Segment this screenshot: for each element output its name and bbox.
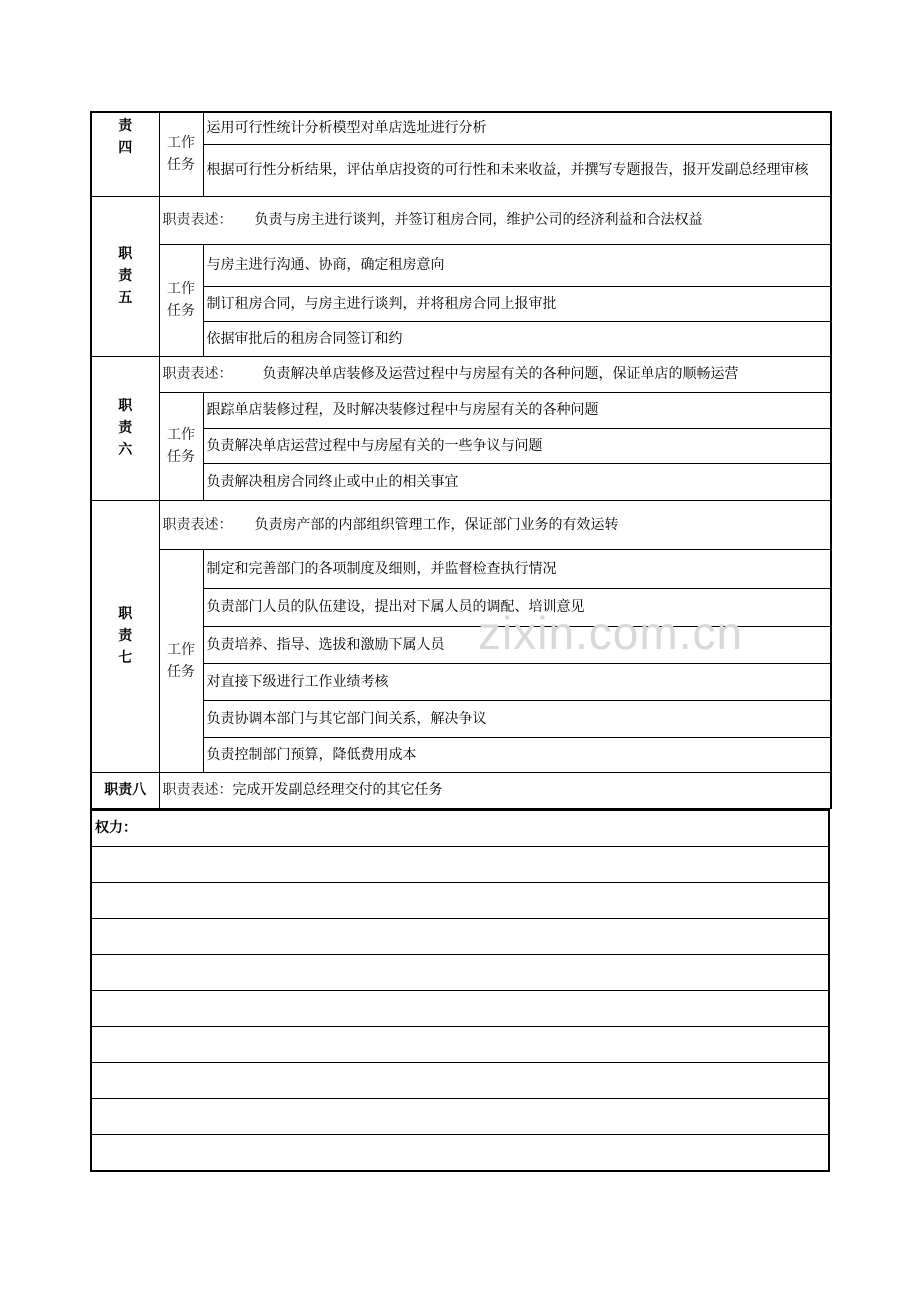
power-title: 权力： <box>91 810 829 847</box>
duty5-task-2: 制订租房合同，与房主进行谈判，并将租房合同上报审批 <box>203 286 831 321</box>
job-description-document <box>90 111 830 1172</box>
duty5-task-1: 与房主进行沟通、协商，确定租房意向 <box>203 244 831 286</box>
duty7-task-6: 负责控制部门预算，降低费用成本 <box>203 737 831 772</box>
power-row <box>91 1062 829 1098</box>
duty7-task-1: 制定和完善部门的各项制度及细则，并监督检查执行情况 <box>203 549 831 588</box>
duty6-task-label: 工作 任务 <box>159 392 203 500</box>
power-row <box>91 918 829 954</box>
duty5-label: 职 责 五 <box>91 196 159 356</box>
power-row <box>91 954 829 990</box>
duty6-task-2: 负责解决单店运营过程中与房屋有关的一些争议与问题 <box>203 428 831 463</box>
duty7-task-4: 对直接下级进行工作业绩考核 <box>203 663 831 700</box>
power-table <box>90 809 830 1172</box>
power-row <box>91 1134 829 1171</box>
duty7-label: 职 责 七 <box>91 500 159 772</box>
duty6-desc-label: 职责表述： <box>162 366 233 382</box>
duty6-desc-text: 负责解决单店装修及运营过程中与房屋有关的各种问题，保证单店的顺畅运营 <box>262 366 739 382</box>
power-row <box>91 846 829 882</box>
power-row <box>91 1026 829 1062</box>
duty6-task-1: 跟踪单店装修过程，及时解决装修过程中与房屋有关的各种问题 <box>203 392 831 428</box>
duty7-task-label: 工作 任务 <box>159 549 203 772</box>
duty7-description <box>159 500 831 549</box>
duty7-desc-text: 负责房产部的内部组织管理工作，保证部门业务的有效运转 <box>254 516 619 533</box>
duty6-task-3: 负责解决租房合同终止或中止的相关事宜 <box>203 463 831 500</box>
duty5-task-label: 工作 任务 <box>159 244 203 356</box>
duty4-task-label: 工作 任务 <box>159 112 203 196</box>
duty8-desc-text: 完成开发副总经理交付的其它任务 <box>232 782 443 798</box>
duty7-task-2: 负责部门人员的队伍建设，提出对下属人员的调配、培训意见 <box>203 588 831 626</box>
duty8-desc-label: 职责表述： <box>162 782 233 798</box>
duty7-task-5: 负责协调本部门与其它部门间关系，解决争议 <box>203 700 831 737</box>
duty4-task-1: 运用可行性统计分析模型对单店选址进行分析 <box>203 112 831 144</box>
duties-table <box>90 111 832 809</box>
duty7-desc-label: 职责表述： <box>162 516 233 533</box>
duty5-task-3: 依据审批后的租房合同签订和约 <box>203 321 831 356</box>
duty8-label: 职责八 <box>91 772 159 808</box>
power-row <box>91 990 829 1026</box>
duty5-desc-label: 职责表述： <box>162 212 233 228</box>
power-row <box>91 882 829 918</box>
duty6-description <box>159 356 831 392</box>
duty6-label: 职 责 六 <box>91 356 159 500</box>
duty4-task-2: 根据可行性分析结果，评估单店投资的可行性和未来收益，并撰写专题报告，报开发副总经理审核 <box>203 144 831 196</box>
duty5-desc-text: 负责与房主进行谈判，并签订租房合同，维护公司的经济利益和合法权益 <box>254 212 703 228</box>
duty8-description <box>159 772 831 808</box>
duty4-label: 责 四 <box>91 112 159 196</box>
duty7-task-3: 负责培养、指导、选拔和激励下属人员 <box>203 626 831 663</box>
duty5-description <box>159 196 831 244</box>
power-row <box>91 1098 829 1134</box>
watermark: zixin.com.cn <box>478 607 744 659</box>
